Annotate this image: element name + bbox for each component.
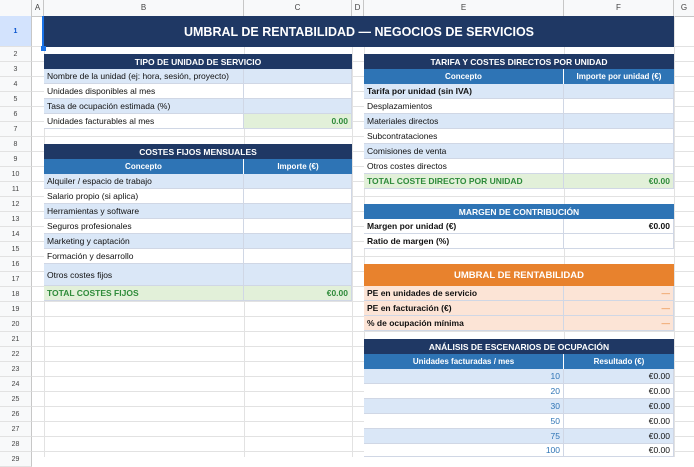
scenario-section-header: ANÁLISIS DE ESCENARIOS DE OCUPACIÓN	[364, 339, 674, 354]
cell-selection	[42, 16, 45, 47]
row-header[interactable]: 6	[0, 107, 32, 122]
fixed-cost-label[interactable]: Marketing y captación	[44, 234, 244, 249]
scenario-result[interactable]: €0.00	[564, 429, 674, 444]
direct-cost-label[interactable]: Subcontrataciones	[364, 129, 564, 144]
column-header-d[interactable]: D	[352, 0, 364, 16]
direct-cost-amount[interactable]	[564, 129, 674, 144]
margin-ratio-value[interactable]	[564, 234, 674, 249]
row-header[interactable]: 26	[0, 407, 32, 422]
margin-section-header: MARGEN DE CONTRIBUCIÓN	[364, 204, 674, 219]
direct-cost-amount[interactable]	[564, 99, 674, 114]
select-all-corner[interactable]	[0, 0, 32, 16]
row-header[interactable]: 28	[0, 437, 32, 452]
fixed-costs-total-value[interactable]: €0.00	[244, 286, 352, 301]
sheet-title[interactable]: UMBRAL DE RENTABILIDAD — NEGOCIOS DE SERVICIOS	[44, 16, 674, 47]
occupancy-rate-input[interactable]	[244, 99, 352, 114]
margin-ratio-label[interactable]: Ratio de margen (%)	[364, 234, 564, 249]
rate-col-concept: Concepto	[364, 69, 564, 84]
fixed-cost-amount[interactable]	[244, 204, 352, 219]
column-header-e[interactable]: E	[364, 0, 564, 16]
column-header-c[interactable]: C	[244, 0, 352, 16]
scenario-units[interactable]: 75	[364, 429, 564, 444]
billable-units-value[interactable]: 0.00	[244, 114, 352, 129]
row-header[interactable]: 22	[0, 347, 32, 362]
row-header[interactable]: 10	[0, 167, 32, 182]
breakeven-units-label[interactable]: PE en unidades de servicio	[364, 286, 564, 301]
row-header[interactable]: 11	[0, 182, 32, 197]
row-header[interactable]: 27	[0, 422, 32, 437]
breakeven-revenue-value[interactable]: —	[564, 301, 674, 316]
scenario-result[interactable]: €0.00	[564, 414, 674, 429]
scenario-units[interactable]: 20	[364, 384, 564, 399]
fixed-cost-label[interactable]: Otros costes fijos	[44, 264, 244, 286]
direct-cost-amount[interactable]	[564, 159, 674, 174]
margin-per-unit-value[interactable]: €0.00	[564, 219, 674, 234]
margin-per-unit-label[interactable]: Margen por unidad (€)	[364, 219, 564, 234]
rate-label[interactable]: Tarifa por unidad (sin IVA)	[364, 84, 564, 99]
direct-cost-total-value[interactable]: €0.00	[564, 174, 674, 189]
fixed-cost-label[interactable]: Formación y desarrollo	[44, 249, 244, 264]
direct-cost-label[interactable]: Desplazamientos	[364, 99, 564, 114]
row-header[interactable]: 20	[0, 317, 32, 332]
row-header[interactable]: 4	[0, 77, 32, 92]
column-header-g[interactable]: G	[680, 3, 688, 12]
fixed-cost-amount[interactable]	[244, 264, 352, 286]
rate-amount[interactable]	[564, 84, 674, 99]
breakeven-units-value[interactable]: —	[564, 286, 674, 301]
unit-label-available[interactable]: Unidades disponibles al mes	[44, 84, 244, 99]
direct-cost-amount[interactable]	[564, 114, 674, 129]
direct-cost-amount[interactable]	[564, 144, 674, 159]
fixed-costs-col-concept: Concepto	[44, 159, 244, 174]
row-header[interactable]: 18	[0, 287, 32, 302]
unit-name-input[interactable]	[244, 69, 352, 84]
row-header[interactable]: 14	[0, 227, 32, 242]
rate-section-header: TARIFA Y COSTES DIRECTOS POR UNIDAD	[364, 54, 674, 69]
row-header[interactable]: 3	[0, 62, 32, 77]
fixed-costs-col-amount: Importe (€)	[244, 159, 352, 174]
fixed-costs-total-label[interactable]: TOTAL COSTES FIJOS	[44, 286, 244, 301]
column-header-f[interactable]: F	[564, 0, 674, 16]
row-header[interactable]: 5	[0, 92, 32, 107]
fixed-cost-amount[interactable]	[244, 174, 352, 189]
row-header[interactable]: 2	[0, 47, 32, 62]
column-header-b[interactable]: B	[44, 0, 244, 16]
fixed-cost-label[interactable]: Seguros profesionales	[44, 219, 244, 234]
row-header[interactable]: 23	[0, 362, 32, 377]
fixed-cost-amount[interactable]	[244, 219, 352, 234]
row-header[interactable]: 15	[0, 242, 32, 257]
breakeven-revenue-label[interactable]: PE en facturación (€)	[364, 301, 564, 316]
scenario-result[interactable]: €0.00	[564, 384, 674, 399]
row-header[interactable]: 7	[0, 122, 32, 137]
row-header[interactable]: 8	[0, 137, 32, 152]
scenario-result[interactable]: €0.00	[564, 369, 674, 384]
row-header[interactable]: 1	[0, 16, 32, 47]
min-occupancy-label[interactable]: % de ocupación mínima	[364, 316, 564, 331]
row-header[interactable]: 29	[0, 452, 32, 467]
fill-handle[interactable]	[41, 46, 46, 51]
breakeven-section-header: UMBRAL DE RENTABILIDAD	[364, 264, 674, 286]
min-occupancy-value[interactable]: —	[564, 316, 674, 331]
row-header[interactable]: 19	[0, 302, 32, 317]
row-header[interactable]: 25	[0, 392, 32, 407]
row-header[interactable]: 16	[0, 257, 32, 272]
row-header[interactable]: 24	[0, 377, 32, 392]
unit-label-name[interactable]: Nombre de la unidad (ej: hora, sesión, proyecto)	[44, 69, 244, 84]
direct-cost-label[interactable]: Comisiones de venta	[364, 144, 564, 159]
scenario-units[interactable]: 30	[364, 399, 564, 414]
fixed-cost-amount[interactable]	[244, 249, 352, 264]
fixed-cost-amount[interactable]	[244, 189, 352, 204]
row-header[interactable]: 17	[0, 272, 32, 287]
unit-label-billable[interactable]: Unidades facturables al mes	[44, 114, 244, 129]
direct-cost-label[interactable]: Otros costes directos	[364, 159, 564, 174]
scenario-units[interactable]: 10	[364, 369, 564, 384]
units-available-input[interactable]	[244, 84, 352, 99]
fixed-costs-header: COSTES FIJOS MENSUALES	[44, 144, 352, 159]
rate-col-amount: Importe por unidad (€)	[564, 69, 674, 84]
fixed-cost-label[interactable]: Alquiler / espacio de trabajo	[44, 174, 244, 189]
direct-cost-label[interactable]: Materiales directos	[364, 114, 564, 129]
scenario-units[interactable]: 50	[364, 414, 564, 429]
fixed-cost-label[interactable]: Herramientas y software	[44, 204, 244, 219]
gridline	[32, 331, 694, 332]
unit-section-header: TIPO DE UNIDAD DE SERVICIO	[44, 54, 352, 69]
scenario-col-units: Unidades facturadas / mes	[364, 354, 564, 369]
direct-cost-total-label[interactable]: TOTAL COSTE DIRECTO POR UNIDAD	[364, 174, 564, 189]
row-header[interactable]: 9	[0, 152, 32, 167]
row-header[interactable]: 12	[0, 197, 32, 212]
scenario-result[interactable]: €0.00	[564, 399, 674, 414]
fixed-cost-label[interactable]: Salario propio (si aplica)	[44, 189, 244, 204]
scenario-result[interactable]: €0.00	[564, 444, 674, 457]
row-header[interactable]: 13	[0, 212, 32, 227]
scenario-units[interactable]: 100	[364, 444, 564, 457]
column-header-a[interactable]: A	[32, 0, 44, 16]
unit-label-occupancy[interactable]: Tasa de ocupación estimada (%)	[44, 99, 244, 114]
row-header[interactable]: 21	[0, 332, 32, 347]
column-header-bar	[0, 0, 694, 17]
fixed-cost-amount[interactable]	[244, 234, 352, 249]
scenario-col-result: Resultado (€)	[564, 354, 674, 369]
